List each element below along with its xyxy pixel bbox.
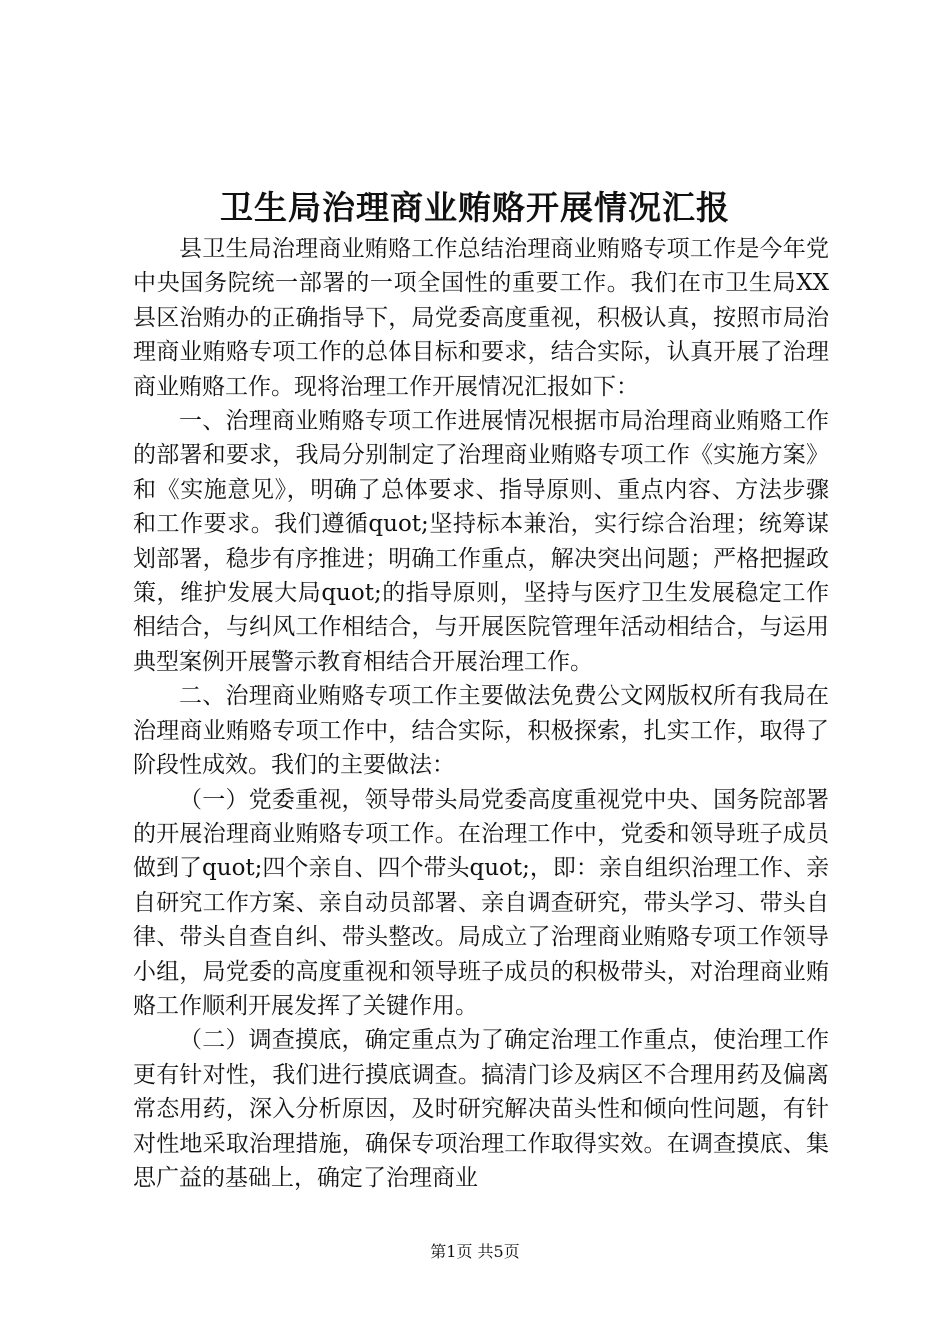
paragraph-methods: 二、治理商业贿赂专项工作主要做法免费公文网版权所有我局在治理商业贿赂专项工作中，结合实际，积极探索，扎实工作，取得了阶段性成效。我们的主要做法： bbox=[133, 683, 829, 779]
paragraph-leadership: （一）党委重视，领导带头局党委高度重视党中央、国务院部署的开展治理商业贿赂专项工作。在治理工作中，党委和领导班子成员做到了quot;四个亲自、四个带头quot;，即：亲自组织治理工作、亲自研究工作方案、亲自动员部署、亲自调查研究，带头学习、带头自律、带头自查自纠、带头整改。局成立了治理商业贿赂专项工作领导小组，局党委的高度重视和领导班子成员的积极带头，对治理商业贿赂工作顺利开展发挥了关键作用。 bbox=[133, 786, 829, 1019]
page-number: 第1页 共5页 bbox=[430, 1242, 520, 1261]
document-title: 卫生局治理商业贿赂开展情况汇报 bbox=[220, 188, 730, 227]
document-body bbox=[133, 232, 829, 1195]
paragraph-investigation: （二）调查摸底，确定重点为了确定治理工作重点，使治理工作更有针对性，我们进行摸底调查。搞清门诊及病区不合理用药及偏离常态用药，深入分析原因，及时研究解决苗头性和倾向性问题，有针对性地采取治理措施，确保专项治理工作取得实效。在调查摸底、集思广益的基础上，确定了治理商业 bbox=[133, 1027, 829, 1191]
paragraph-intro: 县卫生局治理商业贿赂工作总结治理商业贿赂专项工作是今年党中央国务院统一部署的一项全国性的重要工作。我们在市卫生局XX县区治贿办的正确指导下，局党委高度重视，积极认真，按照市局治理商业贿赂专项工作的总体目标和要求，结合实际，认真开展了治理商业贿赂工作。现将治理工作开展情况汇报如下： bbox=[133, 236, 829, 400]
paragraph-progress: 一、治理商业贿赂专项工作进展情况根据市局治理商业贿赂工作的部署和要求，我局分别制定了治理商业贿赂专项工作《实施方案》和《实施意见》，明确了总体要求、指导原则、重点内容、方法步骤和工作要求。我们遵循quot;坚持标本兼治，实行综合治理；统筹谋划部署，稳步有序推进；明确工作重点，解决突出问题；严格把握政策，维护发展大局quot;的指导原则，坚持与医疗卫生发展稳定工作相结合，与纠风工作相结合，与开展医院管理年活动相结合，与运用典型案例开展警示教育相结合开展治理工作。 bbox=[133, 408, 829, 675]
